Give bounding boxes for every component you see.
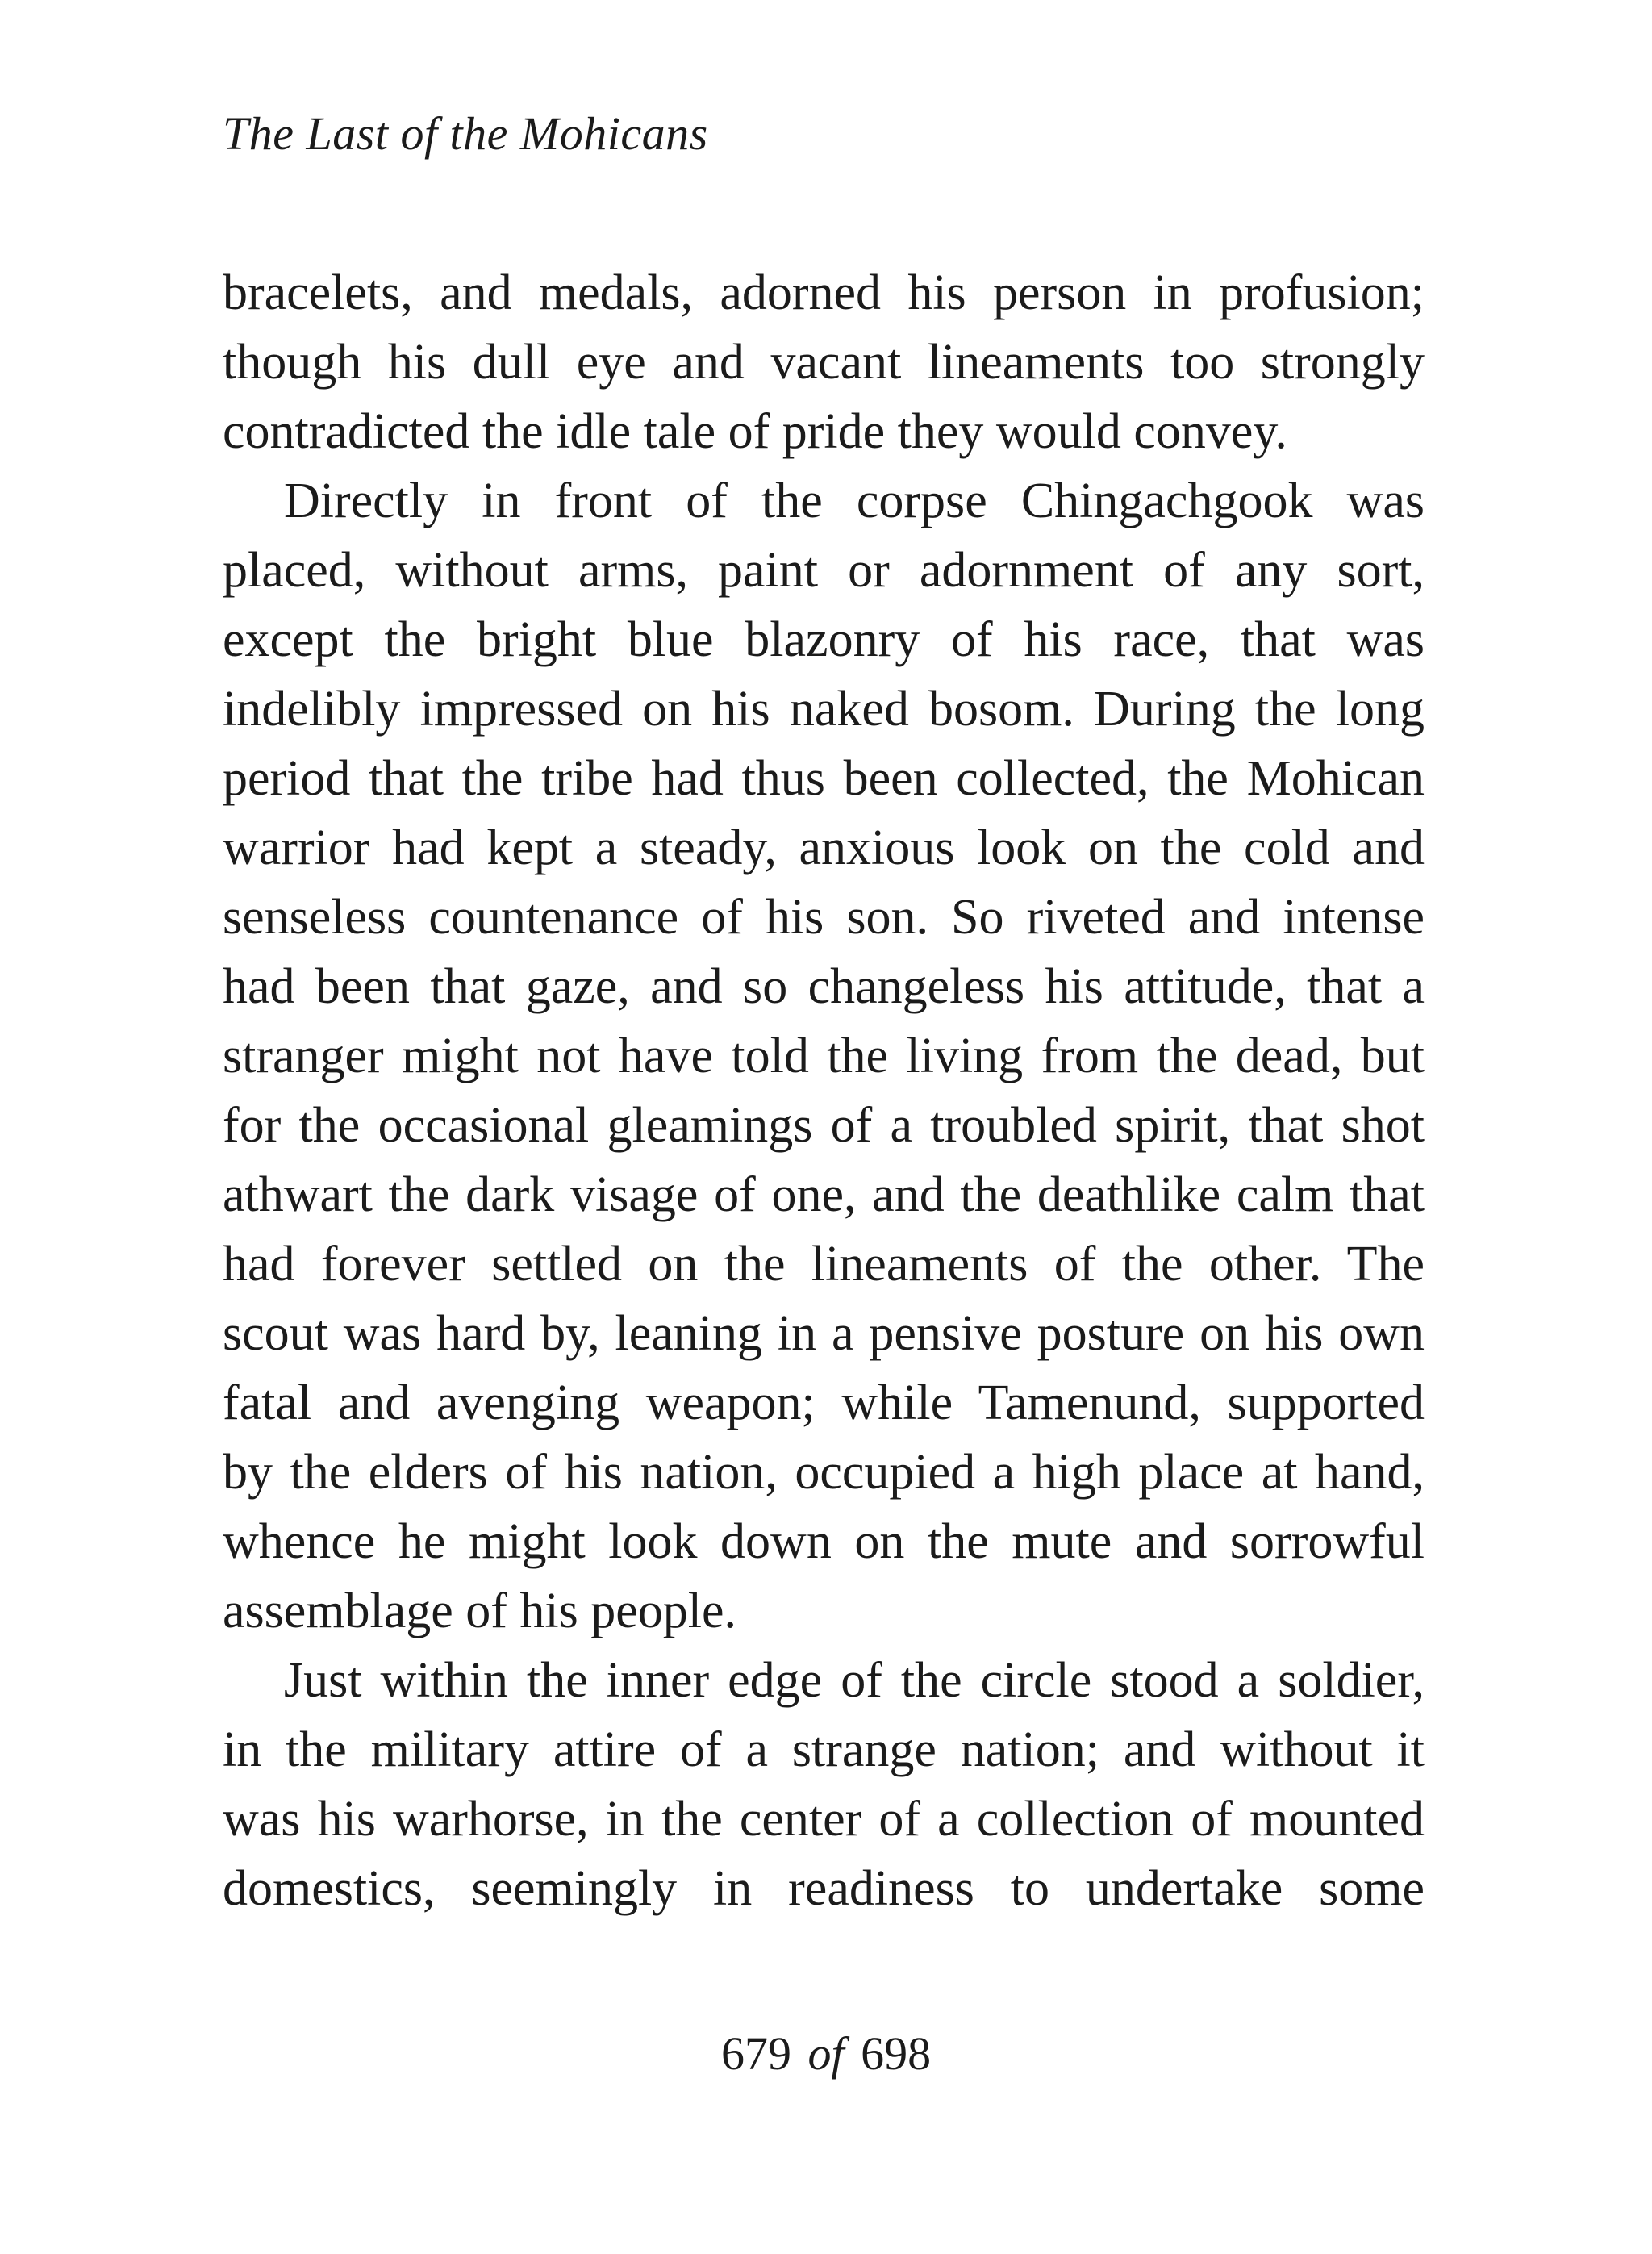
text-line: Directly in front of the corpse Chingachgook was bbox=[284, 474, 1425, 528]
text-line: period that the tribe had thus been collected, the Mohican bbox=[223, 751, 1425, 806]
text-line: domestics, seemingly in readiness to undertake some bbox=[223, 1861, 1425, 1916]
text-line: had forever settled on the lineaments of the other. The bbox=[223, 1237, 1425, 1292]
text-line: was his warhorse, in the center of a collection of mounted bbox=[223, 1792, 1425, 1847]
running-title: The Last of the Mohicans bbox=[223, 107, 708, 160]
text-line: senseless countenance of his son. So riveted and intense bbox=[223, 890, 1425, 945]
text-line: whence he might look down on the mute and sorrowful bbox=[223, 1514, 1425, 1569]
text-line: Just within the inner edge of the circle stood a soldier, bbox=[284, 1653, 1425, 1708]
text-line: for the occasional gleamings of a troubled spirit, that shot bbox=[223, 1098, 1425, 1153]
text-line: placed, without arms, paint or adornment of any sort, bbox=[223, 543, 1425, 598]
text-line: warrior had kept a steady, anxious look on the cold and bbox=[223, 820, 1425, 875]
current-page-number: 679 bbox=[720, 2027, 791, 2080]
text-line: stranger might not have told the living from the dead, but bbox=[223, 1029, 1425, 1083]
text-line: in the military attire of a strange nation; and without it bbox=[223, 1722, 1425, 1777]
text-line: indelibly impressed on his naked bosom. During the long bbox=[223, 682, 1425, 737]
text-line: athwart the dark visage of one, and the deathlike calm that bbox=[223, 1167, 1425, 1222]
text-line: bracelets, and medals, adorned his person in profusion; bbox=[223, 265, 1425, 320]
text-line: fatal and avenging weapon; while Tamenund, supported bbox=[223, 1375, 1425, 1430]
total-page-count: 698 bbox=[861, 2027, 932, 2080]
page-number bbox=[0, 2022, 1652, 2086]
text-line: by the elders of his nation, occupied a high place at hand, bbox=[223, 1445, 1425, 1500]
page-of-label: of bbox=[807, 2027, 845, 2080]
text-line: contradicted the idle tale of pride they would convey. bbox=[223, 404, 1287, 459]
page-body-text bbox=[223, 258, 1425, 1923]
text-line: though his dull eye and vacant lineaments too strongly bbox=[223, 335, 1425, 390]
text-line: had been that gaze, and so changeless his attitude, that a bbox=[223, 959, 1425, 1014]
text-line: except the bright blue blazonry of his race, that was bbox=[223, 612, 1425, 667]
text-line: scout was hard by, leaning in a pensive posture on his own bbox=[223, 1306, 1425, 1361]
text-line: assemblage of his people. bbox=[223, 1584, 737, 1638]
